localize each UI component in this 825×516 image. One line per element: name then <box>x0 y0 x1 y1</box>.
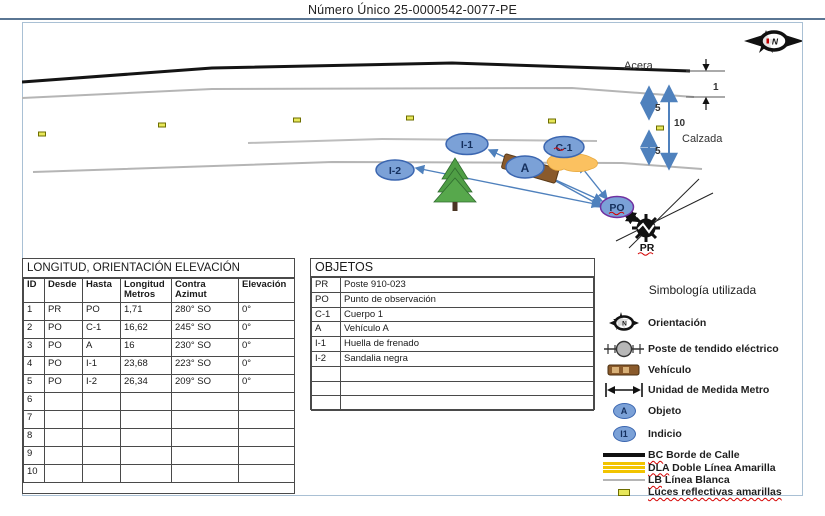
objetos-table-title: OBJETOS <box>311 259 594 277</box>
objetos-cell: Cuerpo 1 <box>341 307 594 322</box>
longitud-row <box>24 465 295 483</box>
longitud-header-cell: Hasta <box>83 279 121 303</box>
longitud-cell: 26,34 <box>121 375 172 393</box>
longitud-cell <box>121 465 172 483</box>
longitud-cell <box>239 447 295 465</box>
c1-label: C-1 <box>555 142 573 154</box>
i1-label: I-1 <box>460 139 474 151</box>
objetos-row <box>312 337 594 352</box>
objetos-cell: A <box>312 322 341 337</box>
longitud-cell: 223° SO <box>172 357 239 375</box>
i2-label: I-2 <box>388 165 402 177</box>
clue-badge-icon: I1 <box>600 426 648 442</box>
objetos-cell <box>341 396 594 411</box>
longitud-cell <box>83 429 121 447</box>
legend-item-unidad <box>600 379 805 400</box>
longitud-cell: 1 <box>24 303 45 321</box>
double-yellow-line-icon <box>600 462 648 473</box>
reflector-icons <box>39 116 664 136</box>
longitud-cell <box>45 411 83 429</box>
longitud-cell: 8 <box>24 429 45 447</box>
longitud-cell: 209° SO <box>172 375 239 393</box>
longitud-cell <box>172 429 239 447</box>
legend-item-vehiculo <box>600 361 805 379</box>
accident-scene <box>22 22 802 262</box>
longitud-cell <box>45 393 83 411</box>
object-badge-icon: A <box>600 403 648 419</box>
longitud-cell: 4 <box>24 357 45 375</box>
longitud-table <box>22 258 295 494</box>
objetos-row <box>312 381 594 396</box>
objetos-row <box>312 366 594 381</box>
legend-item-indicio <box>600 423 805 444</box>
legend-label: Unidad de Medida Metro <box>648 383 770 396</box>
objetos-cell <box>341 381 594 396</box>
street-edge-line <box>22 63 690 82</box>
objetos-cell <box>312 366 341 381</box>
longitud-row <box>24 303 295 321</box>
legend-label: Objeto <box>648 404 682 417</box>
longitud-cell <box>121 447 172 465</box>
objetos-row <box>312 396 594 411</box>
vehicle-icon <box>600 363 648 377</box>
longitud-cell: 10 <box>24 465 45 483</box>
longitud-cell: 1,71 <box>121 303 172 321</box>
a-label: A <box>520 161 530 175</box>
acera-label: Acera <box>624 60 653 72</box>
longitud-cell: PR <box>45 303 83 321</box>
objetos-cell: C-1 <box>312 307 341 322</box>
node-ellipses <box>376 134 634 218</box>
longitud-row <box>24 447 295 465</box>
legend-item-bc <box>600 449 805 461</box>
white-line-icon <box>600 479 648 482</box>
title-divider <box>0 18 825 20</box>
longitud-cell: 0° <box>239 357 295 375</box>
longitud-cell <box>83 465 121 483</box>
legend-label: BC Borde de Calle <box>648 449 740 461</box>
longitud-cell <box>172 447 239 465</box>
legend-label: DLA Doble Línea Amarilla <box>648 461 776 474</box>
objetos-row <box>312 292 594 307</box>
dim-10-label: 10 <box>674 118 686 129</box>
longitud-cell: 0° <box>239 339 295 357</box>
pr-label: PR <box>639 242 655 254</box>
longitud-cell <box>239 393 295 411</box>
legend-item-dla <box>600 461 805 474</box>
longitud-cell <box>172 465 239 483</box>
longitud-cell: 9 <box>24 447 45 465</box>
objetos-cell <box>312 381 341 396</box>
dim-1-label: 1 <box>713 82 719 93</box>
longitud-header-cell: Desde <box>45 279 83 303</box>
longitud-table-title: LONGITUD, ORIENTACIÓN ELEVACIÓN <box>23 259 294 278</box>
compass-icon <box>600 310 648 336</box>
longitud-cell <box>172 411 239 429</box>
longitud-row <box>24 321 295 339</box>
legend-label: Poste de tendido eléctrico <box>648 343 779 355</box>
objetos-row <box>312 307 594 322</box>
longitud-row <box>24 393 295 411</box>
power-pole-icon <box>600 339 648 359</box>
legend-title: Simbología utilizada <box>648 283 757 297</box>
longitud-row <box>24 357 295 375</box>
longitud-cell: 3 <box>24 339 45 357</box>
longitud-cell <box>45 447 83 465</box>
longitud-row <box>24 375 295 393</box>
longitud-cell <box>172 393 239 411</box>
longitud-cell: PO <box>45 375 83 393</box>
longitud-cell: 0° <box>239 303 295 321</box>
longitud-header-cell: Elevación <box>239 279 295 303</box>
legend-label: LB Línea Blanca <box>648 474 730 486</box>
longitud-cell <box>45 429 83 447</box>
legend-label: Orientación <box>648 317 707 329</box>
compass-n-label: N <box>771 36 779 47</box>
objetos-cell: I-2 <box>312 351 341 366</box>
page-title: Número Único 25-0000542-0077-PE <box>307 3 518 17</box>
longitud-cell: PO <box>83 303 121 321</box>
legend-item-objeto <box>600 400 805 421</box>
objetos-row <box>312 322 594 337</box>
longitud-header-cell: ID <box>24 279 45 303</box>
longitud-cell <box>83 393 121 411</box>
legend-item-luces <box>600 486 805 498</box>
longitud-cell: 23,68 <box>121 357 172 375</box>
calzada-label: Calzada <box>682 133 723 145</box>
objetos-row <box>312 278 594 293</box>
longitud-cell: 2 <box>24 321 45 339</box>
po-label: PO <box>609 202 625 214</box>
longitud-cell <box>239 411 295 429</box>
legend-label: Vehículo <box>648 364 692 376</box>
objetos-cell: I-1 <box>312 337 341 352</box>
objetos-cell: Huella de frenado <box>341 337 594 352</box>
longitud-header-row <box>24 279 295 303</box>
objetos-cell: Sandalia negra <box>341 351 594 366</box>
objetos-table <box>310 258 595 410</box>
longitud-cell: I-1 <box>83 357 121 375</box>
measure-unit-icon <box>600 381 648 399</box>
dim-5-bottom-label: 5 <box>655 146 661 157</box>
objetos-cell <box>341 366 594 381</box>
longitud-cell: 5 <box>24 375 45 393</box>
objetos-cell: Vehículo A <box>341 322 594 337</box>
white-line-lower <box>33 162 702 172</box>
legend-label: Luces reflectivas amarillas <box>648 486 782 498</box>
objetos-cell: Poste 910-023 <box>341 278 594 293</box>
longitud-cell: 16 <box>121 339 172 357</box>
longitud-row <box>24 411 295 429</box>
longitud-cell: PO <box>45 357 83 375</box>
longitud-cell <box>45 465 83 483</box>
legend-item-lb <box>600 474 805 486</box>
objetos-cell <box>312 396 341 411</box>
objetos-grid <box>311 277 594 411</box>
longitud-cell: 280° SO <box>172 303 239 321</box>
longitud-cell <box>121 393 172 411</box>
dim-5-top-label: 5 <box>655 103 661 114</box>
legend-item-poste <box>600 337 805 361</box>
longitud-cell: PO <box>45 339 83 357</box>
street-edge-line-icon <box>600 453 648 457</box>
reflector-icon <box>600 489 648 496</box>
dimension-1 <box>686 59 725 110</box>
svg-text:N: N <box>622 320 627 328</box>
longitud-cell: 230° SO <box>172 339 239 357</box>
objetos-cell: PR <box>312 278 341 293</box>
longitud-cell <box>239 465 295 483</box>
white-line-upper <box>22 88 694 98</box>
longitud-cell <box>239 429 295 447</box>
longitud-cell <box>121 411 172 429</box>
white-line-middle <box>248 139 597 143</box>
objetos-row <box>312 351 594 366</box>
longitud-header-cell: Contra Azimut <box>172 279 239 303</box>
objetos-cell: Punto de observación <box>341 292 594 307</box>
longitud-cell: I-2 <box>83 375 121 393</box>
longitud-cell <box>83 411 121 429</box>
longitud-cell: A <box>83 339 121 357</box>
symbology-legend <box>600 283 805 498</box>
longitud-grid <box>23 278 295 483</box>
legend-label: Indicio <box>648 427 682 440</box>
compass-icon <box>744 30 802 53</box>
longitud-cell <box>121 429 172 447</box>
longitud-cell: 0° <box>239 321 295 339</box>
longitud-cell: 0° <box>239 375 295 393</box>
longitud-row <box>24 429 295 447</box>
legend-item-orientacion <box>600 309 805 337</box>
objetos-cell: PO <box>312 292 341 307</box>
longitud-cell: 16,62 <box>121 321 172 339</box>
longitud-row <box>24 339 295 357</box>
longitud-cell: 7 <box>24 411 45 429</box>
longitud-cell: PO <box>45 321 83 339</box>
longitud-cell: C-1 <box>83 321 121 339</box>
longitud-cell: 245° SO <box>172 321 239 339</box>
longitud-cell <box>83 447 121 465</box>
longitud-header-cell: Longitud Metros <box>121 279 172 303</box>
power-pole-symbol <box>632 214 660 242</box>
longitud-cell: 6 <box>24 393 45 411</box>
tree-icon <box>434 158 476 211</box>
